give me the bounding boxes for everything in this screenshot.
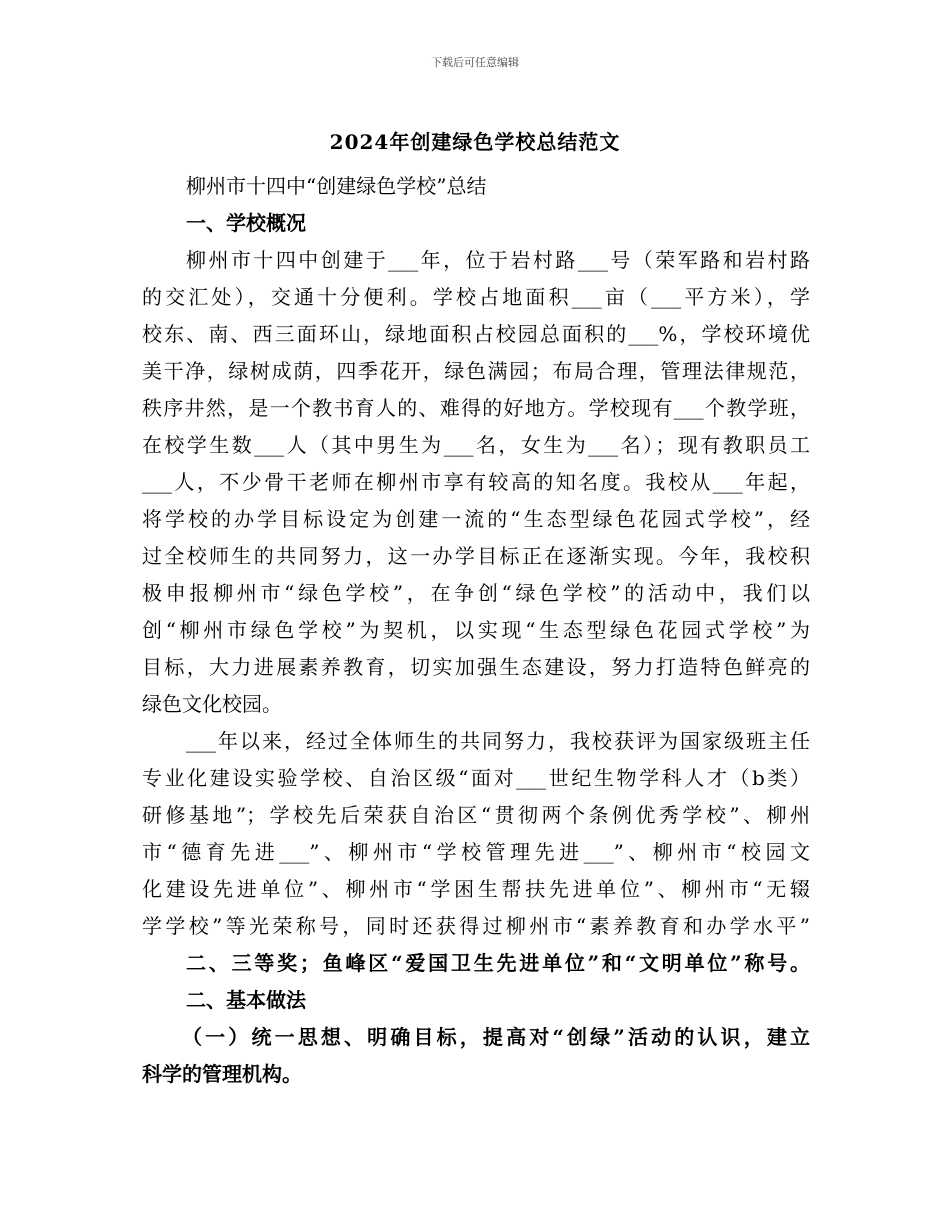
page-header-note: 下载后可任意编辑 [431,56,519,69]
paragraph-line: 绿色文化校园。 [142,692,282,716]
document-title: 2024年创建绿色学校总结范文 [329,130,621,154]
subsection-heading-line: （一）统一思想、明确目标，提高对“创绿”活动的认识，建立 [182,1025,810,1049]
paragraph-line: 极申报柳州市“绿色学校”，在争创“绿色学校”的活动中，我们以 [142,581,810,605]
paragraph-line: 柳州市十四中创建于___年，位于岩村路___号（荣军路和岩村路 [186,248,810,272]
paragraph-line: 将学校的办学目标设定为创建一流的“生态型绿色花园式学校”，经 [142,507,810,531]
paragraph-line: 研修基地”；学校先后荣获自治区“贯彻两个条例优秀学校”、柳州 [142,803,810,827]
paragraph-line: 在校学生数___人（其中男生为___名，女生为___名）；现有教职员工 [142,433,810,457]
document-subtitle: 柳州市十四中“创建绿色学校”总结 [186,174,487,198]
paragraph-line: 化建设先进单位”、柳州市“学困生帮扶先进单位”、柳州市“无辍 [142,877,810,901]
paragraph-line: 的交汇处），交通十分便利。学校占地面积___亩（___平方米），学 [142,285,810,309]
paragraph-line: ___人，不少骨干老师在柳州市享有较高的知名度。我校从___年起， [142,470,810,494]
document-body [142,168,810,1093]
paragraph-honors [142,723,810,945]
section-heading-overview: 一、学校概况 [186,211,306,235]
paragraph-line: 校东、南、西三面环山，绿地面积占校园总面积的___%，学校环境优 [142,322,810,346]
paragraph-line: 美干净，绿树成荫，四季花开，绿色满园；布局合理，管理法律规范， [142,359,810,383]
paragraph-line: 创“柳州市绿色学校”为契机，以实现“生态型绿色花园式学校”为 [142,618,810,642]
paragraph-line: 目标，大力进展素养教育，切实加强生态建设，努力打造特色鲜亮的 [142,655,810,679]
paragraph-overview [142,242,810,723]
subsection-heading-1 [142,1019,810,1093]
paragraph-line: 过全校师生的共同努力，这一办学目标正在逐渐实现。今年，我校积 [142,544,810,568]
paragraph-line: 学学校”等光荣称号，同时还获得过柳州市“素养教育和办学水平” [142,914,810,938]
paragraph-line: 市“德育先进___”、柳州市“学校管理先进___”、柳州市“校园文 [142,840,810,864]
subsection-heading-line: 科学的管理机构。 [142,1062,302,1086]
paragraph-line: 专业化建设实验学校、自治区级“面对___世纪生物学科人才（b类） [142,766,810,790]
bold-award-line: 二、三等奖；鱼峰区“爱国卫生先进单位”和“文明单位”称号。 [186,951,810,975]
section-heading-methods: 二、基本做法 [186,988,306,1012]
paragraph-line: ___年以来，经过全体师生的共同努力，我校获评为国家级班主任 [186,729,810,753]
paragraph-line: 秩序井然，是一个教书育人的、难得的好地方。学校现有___个教学班， [142,396,810,420]
